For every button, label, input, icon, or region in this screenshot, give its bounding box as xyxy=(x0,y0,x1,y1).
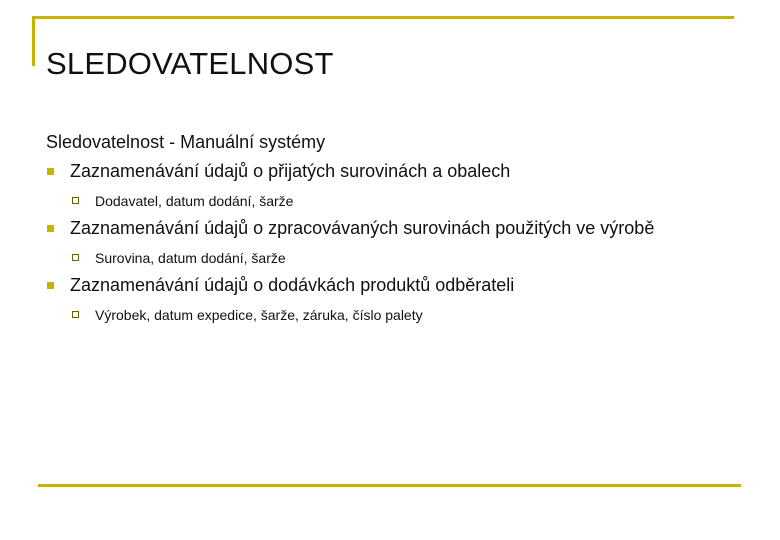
filled-square-bullet-icon xyxy=(47,225,54,232)
bullet-item-processed-materials xyxy=(46,217,746,239)
bullet-item-product-deliveries xyxy=(46,274,746,296)
sub-bullet-item-received-materials xyxy=(46,192,746,210)
sub-bullet-item-processed-materials xyxy=(46,249,746,267)
sub-bullet-item-label: Surovina, datum dodání, šarže xyxy=(95,250,286,266)
footer-rule xyxy=(38,484,741,487)
slide-body xyxy=(46,131,746,324)
filled-square-bullet-icon xyxy=(47,168,54,175)
bullet-item-label: Zaznamenávání údajů o zpracovávaných surovinách použitých ve výrobě xyxy=(70,218,655,238)
sub-bullet-item-label: Dodavatel, datum dodání, šarže xyxy=(95,193,294,209)
bullet-item-label: Zaznamenávání údajů o přijatých surovinách a obalech xyxy=(70,161,511,181)
hollow-square-bullet-icon xyxy=(72,197,79,204)
title-frame-left-rule xyxy=(32,16,35,66)
hollow-square-bullet-icon xyxy=(72,254,79,261)
sub-bullet-item-product-deliveries xyxy=(46,306,746,324)
bullet-item-received-materials xyxy=(46,160,746,182)
intro-line: Sledovatelnost - Manuální systémy xyxy=(46,132,326,152)
hollow-square-bullet-icon xyxy=(72,311,79,318)
sub-bullet-item-label: Výrobek, datum expedice, šarže, záruka, číslo palety xyxy=(95,307,423,323)
filled-square-bullet-icon xyxy=(47,282,54,289)
bullet-item-label: Zaznamenávání údajů o dodávkách produktů odběrateli xyxy=(70,275,515,295)
title-frame-top-rule xyxy=(32,16,734,19)
slide-title: SLEDOVATELNOST xyxy=(46,45,334,81)
